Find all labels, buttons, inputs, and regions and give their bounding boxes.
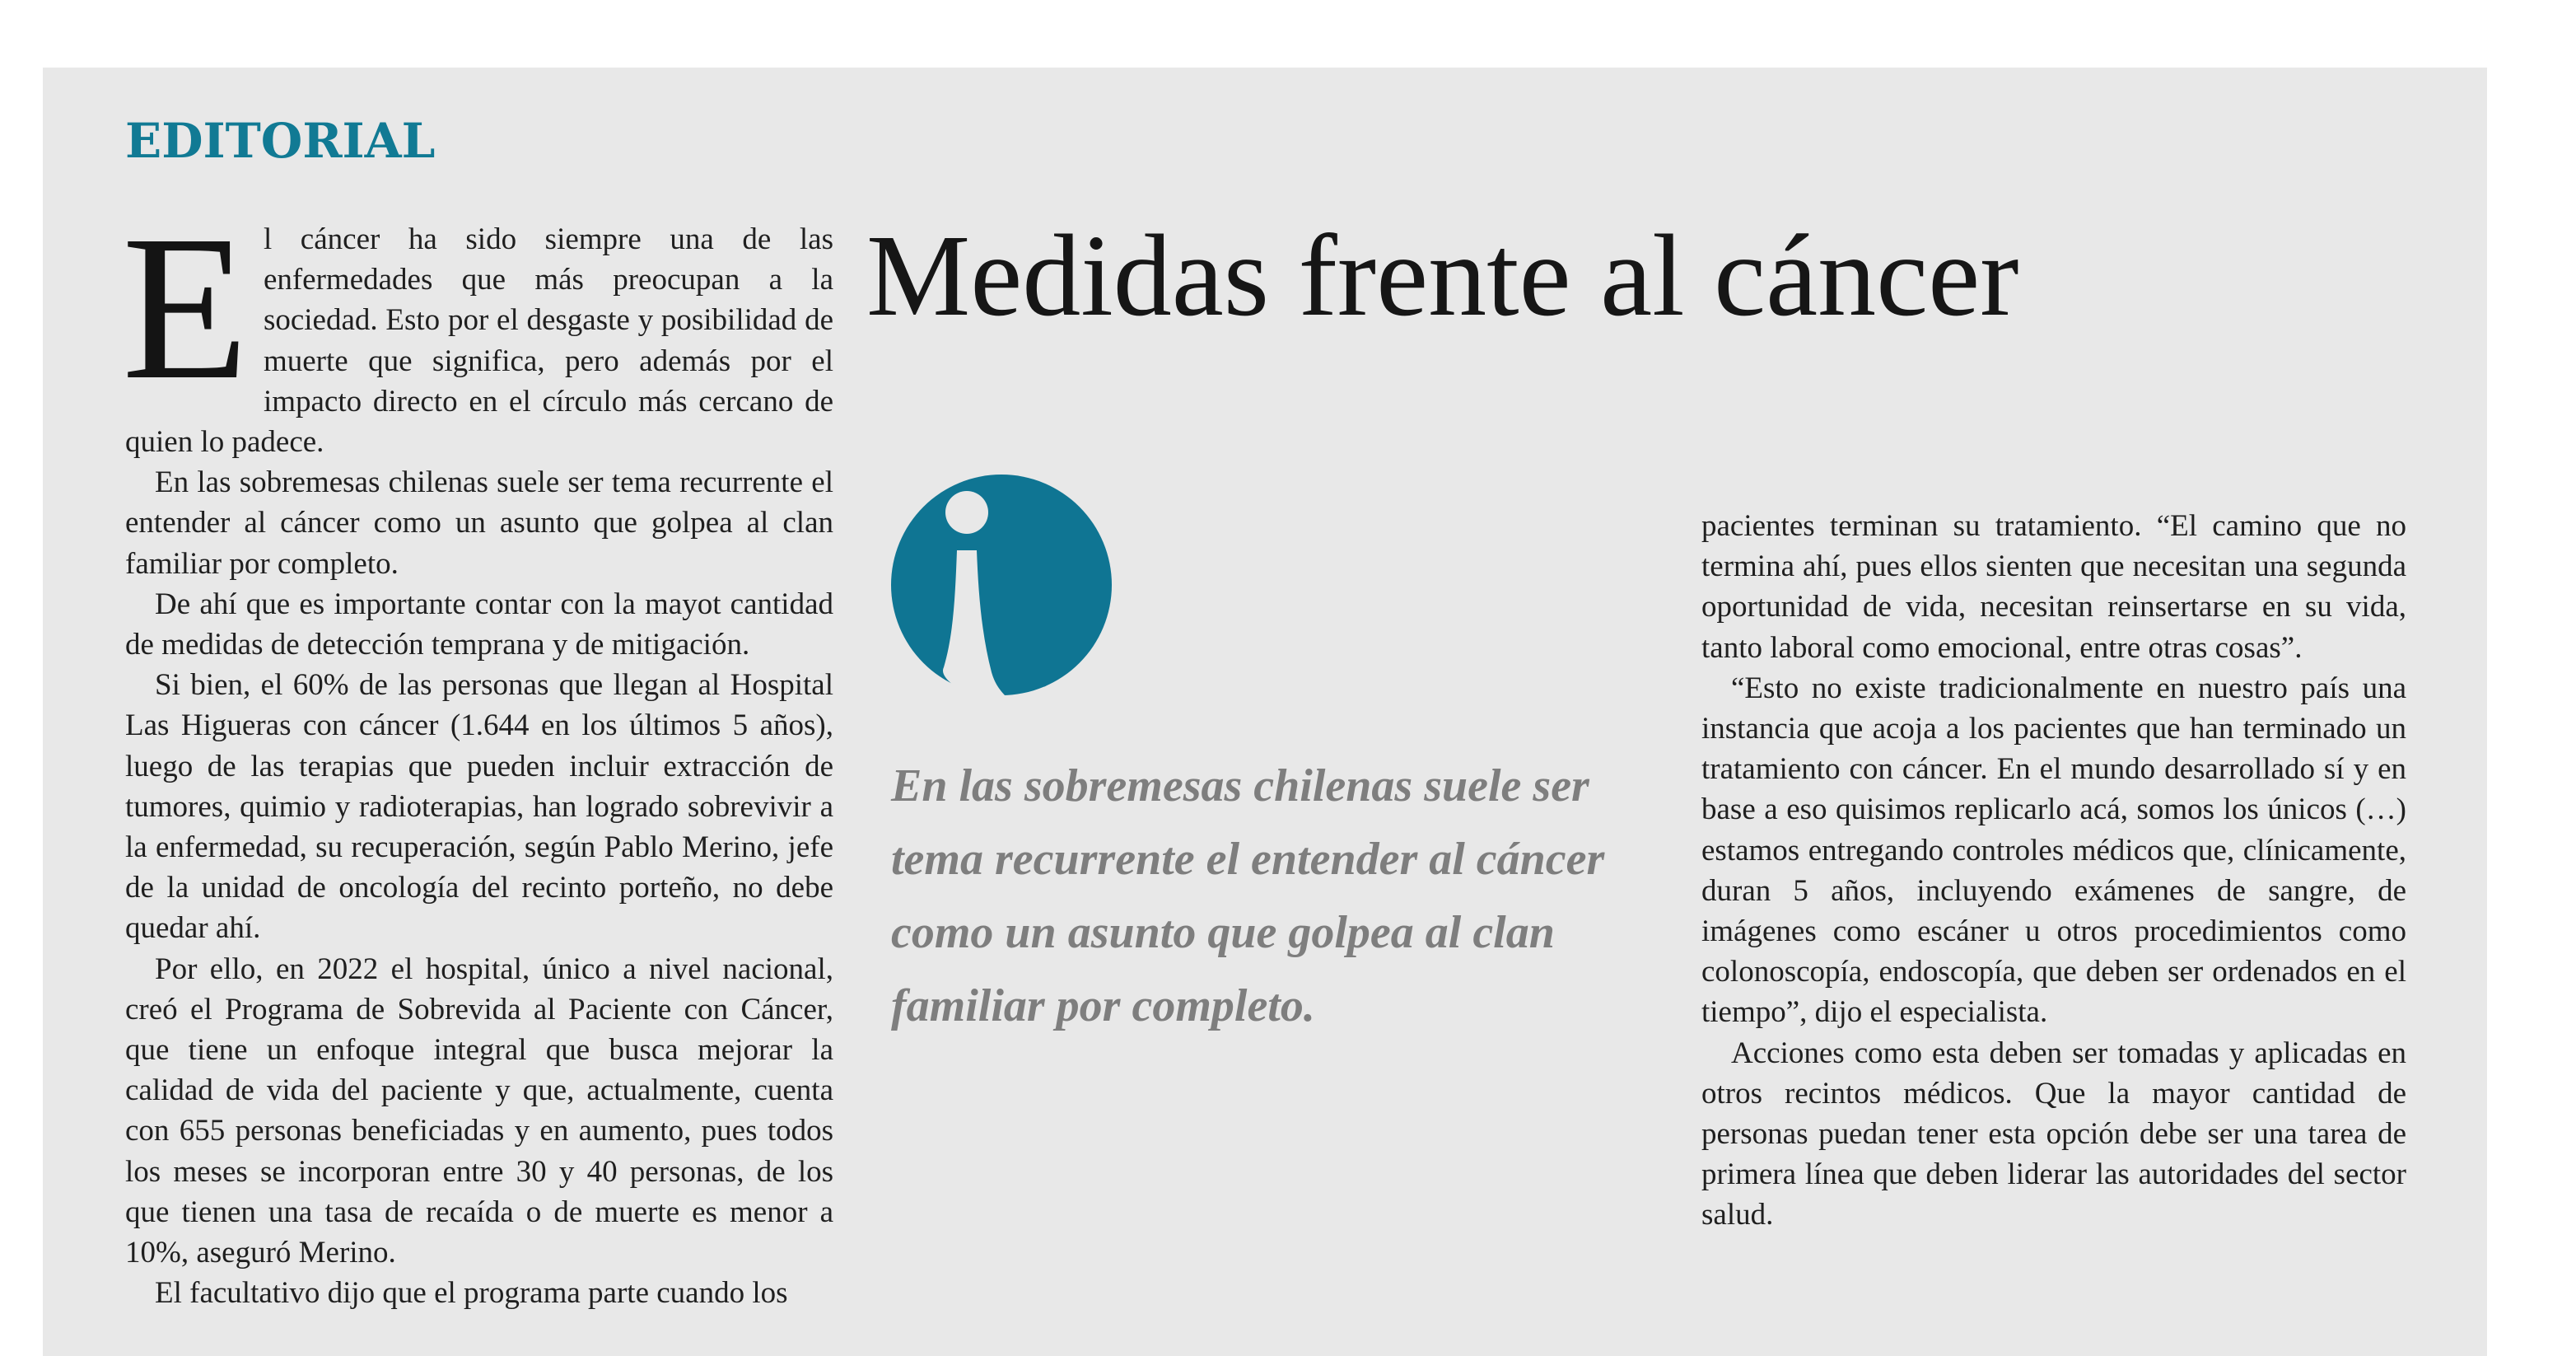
section-label: EDITORIAL xyxy=(125,113,436,169)
article-right-column xyxy=(1701,506,2406,1236)
article-paragraph xyxy=(122,192,833,462)
article-paragraph: “Esto no existe tradicionalmente en nuestro país una instancia que acoja a los pacientes que han terminado un tratamiento con cáncer. En el mundo desarrollado sí y en base a eso quisimos replicarlo acá, somos los únicos (…) estamos entregando controles médicos que, clínicamente, duran 5 años, incluyendo exámenes de sangre, de imágenes como escáner u otros procedimientos como colonoscopía, endoscopía, que deben ser ordenados en el tiempo”, dijo el especialista. xyxy=(1701,671,2406,1030)
drop-cap: E xyxy=(122,192,249,423)
article-paragraph: pacientes terminan su tratamiento. “El camino que no termina ahí, pues ellos sienten que necesitan una segunda oportunidad de vida, necesitan reinsertarse en su vida, tanto laboral como emocional, entre otras cosas”. xyxy=(1701,509,2406,665)
article-paragraph: De ahí que es importante contar con la mayot cantidad de medidas de detección temprana y de mitigación. xyxy=(125,587,833,662)
article-paragraph: Si bien, el 60% de las personas que llegan al Hospital Las Higueras con cáncer (1.644 en los últimos 5 años), luego de las terapias que pueden incluir extracción de tumores, quimio y radioterapias, han logrado sobrevivir a la enfermedad, su recuperación, según Pablo Merino, jefe de la unidad de oncología del recinto porteño, no debe quedar ahí. xyxy=(125,668,833,946)
pull-quote: En las sobremesas chilenas suele ser tema recurrente el entender al cáncer como un asunto que golpea al clan familiar por completo. xyxy=(891,760,1605,1031)
article-headline: Medidas frente al cáncer xyxy=(866,210,2019,340)
icon-dot xyxy=(945,491,988,534)
article-paragraph: Por ello, en 2022 el hospital, único a nivel nacional, creó el Programa de Sobrevida al Paciente con Cáncer, que tiene un enfoque integral que busca mejorar la calidad de vida del paciente y que, actualmente, cuenta con 655 personas beneficiadas y en aumento, pues todos los meses se incorporan entre 30 y 40 personas, de los que tienen una tasa de recaída o de muerte es menor a 10%, aseguró Merino. xyxy=(125,952,833,1270)
article-left-column xyxy=(122,192,833,1313)
icon-circle xyxy=(891,475,1112,695)
editorial-i-icon xyxy=(889,470,1113,700)
article-paragraph: El facultativo dijo que el programa parte cuando los xyxy=(155,1276,788,1311)
article-paragraph: Acciones como esta deben ser tomadas y aplicadas en otros recintos médicos. Que la mayor cantidad de personas puedan tener esta opción debe ser una tarea de primera línea que deben liderar las autoridades del sector salud. xyxy=(1701,1036,2406,1232)
first-paragraph-text: l cáncer ha sido siempre una de las enfermedades que más preocupan a la sociedad. Esto por el desgaste y posibilidad de muerte que significa, pero además por el impacto directo en el círculo más cercano de quien lo padece. xyxy=(125,222,833,460)
article-paragraph: En las sobremesas chilenas suele ser tema recurrente el entender al cáncer como un asunto que golpea al clan familiar por completo. xyxy=(125,465,833,581)
